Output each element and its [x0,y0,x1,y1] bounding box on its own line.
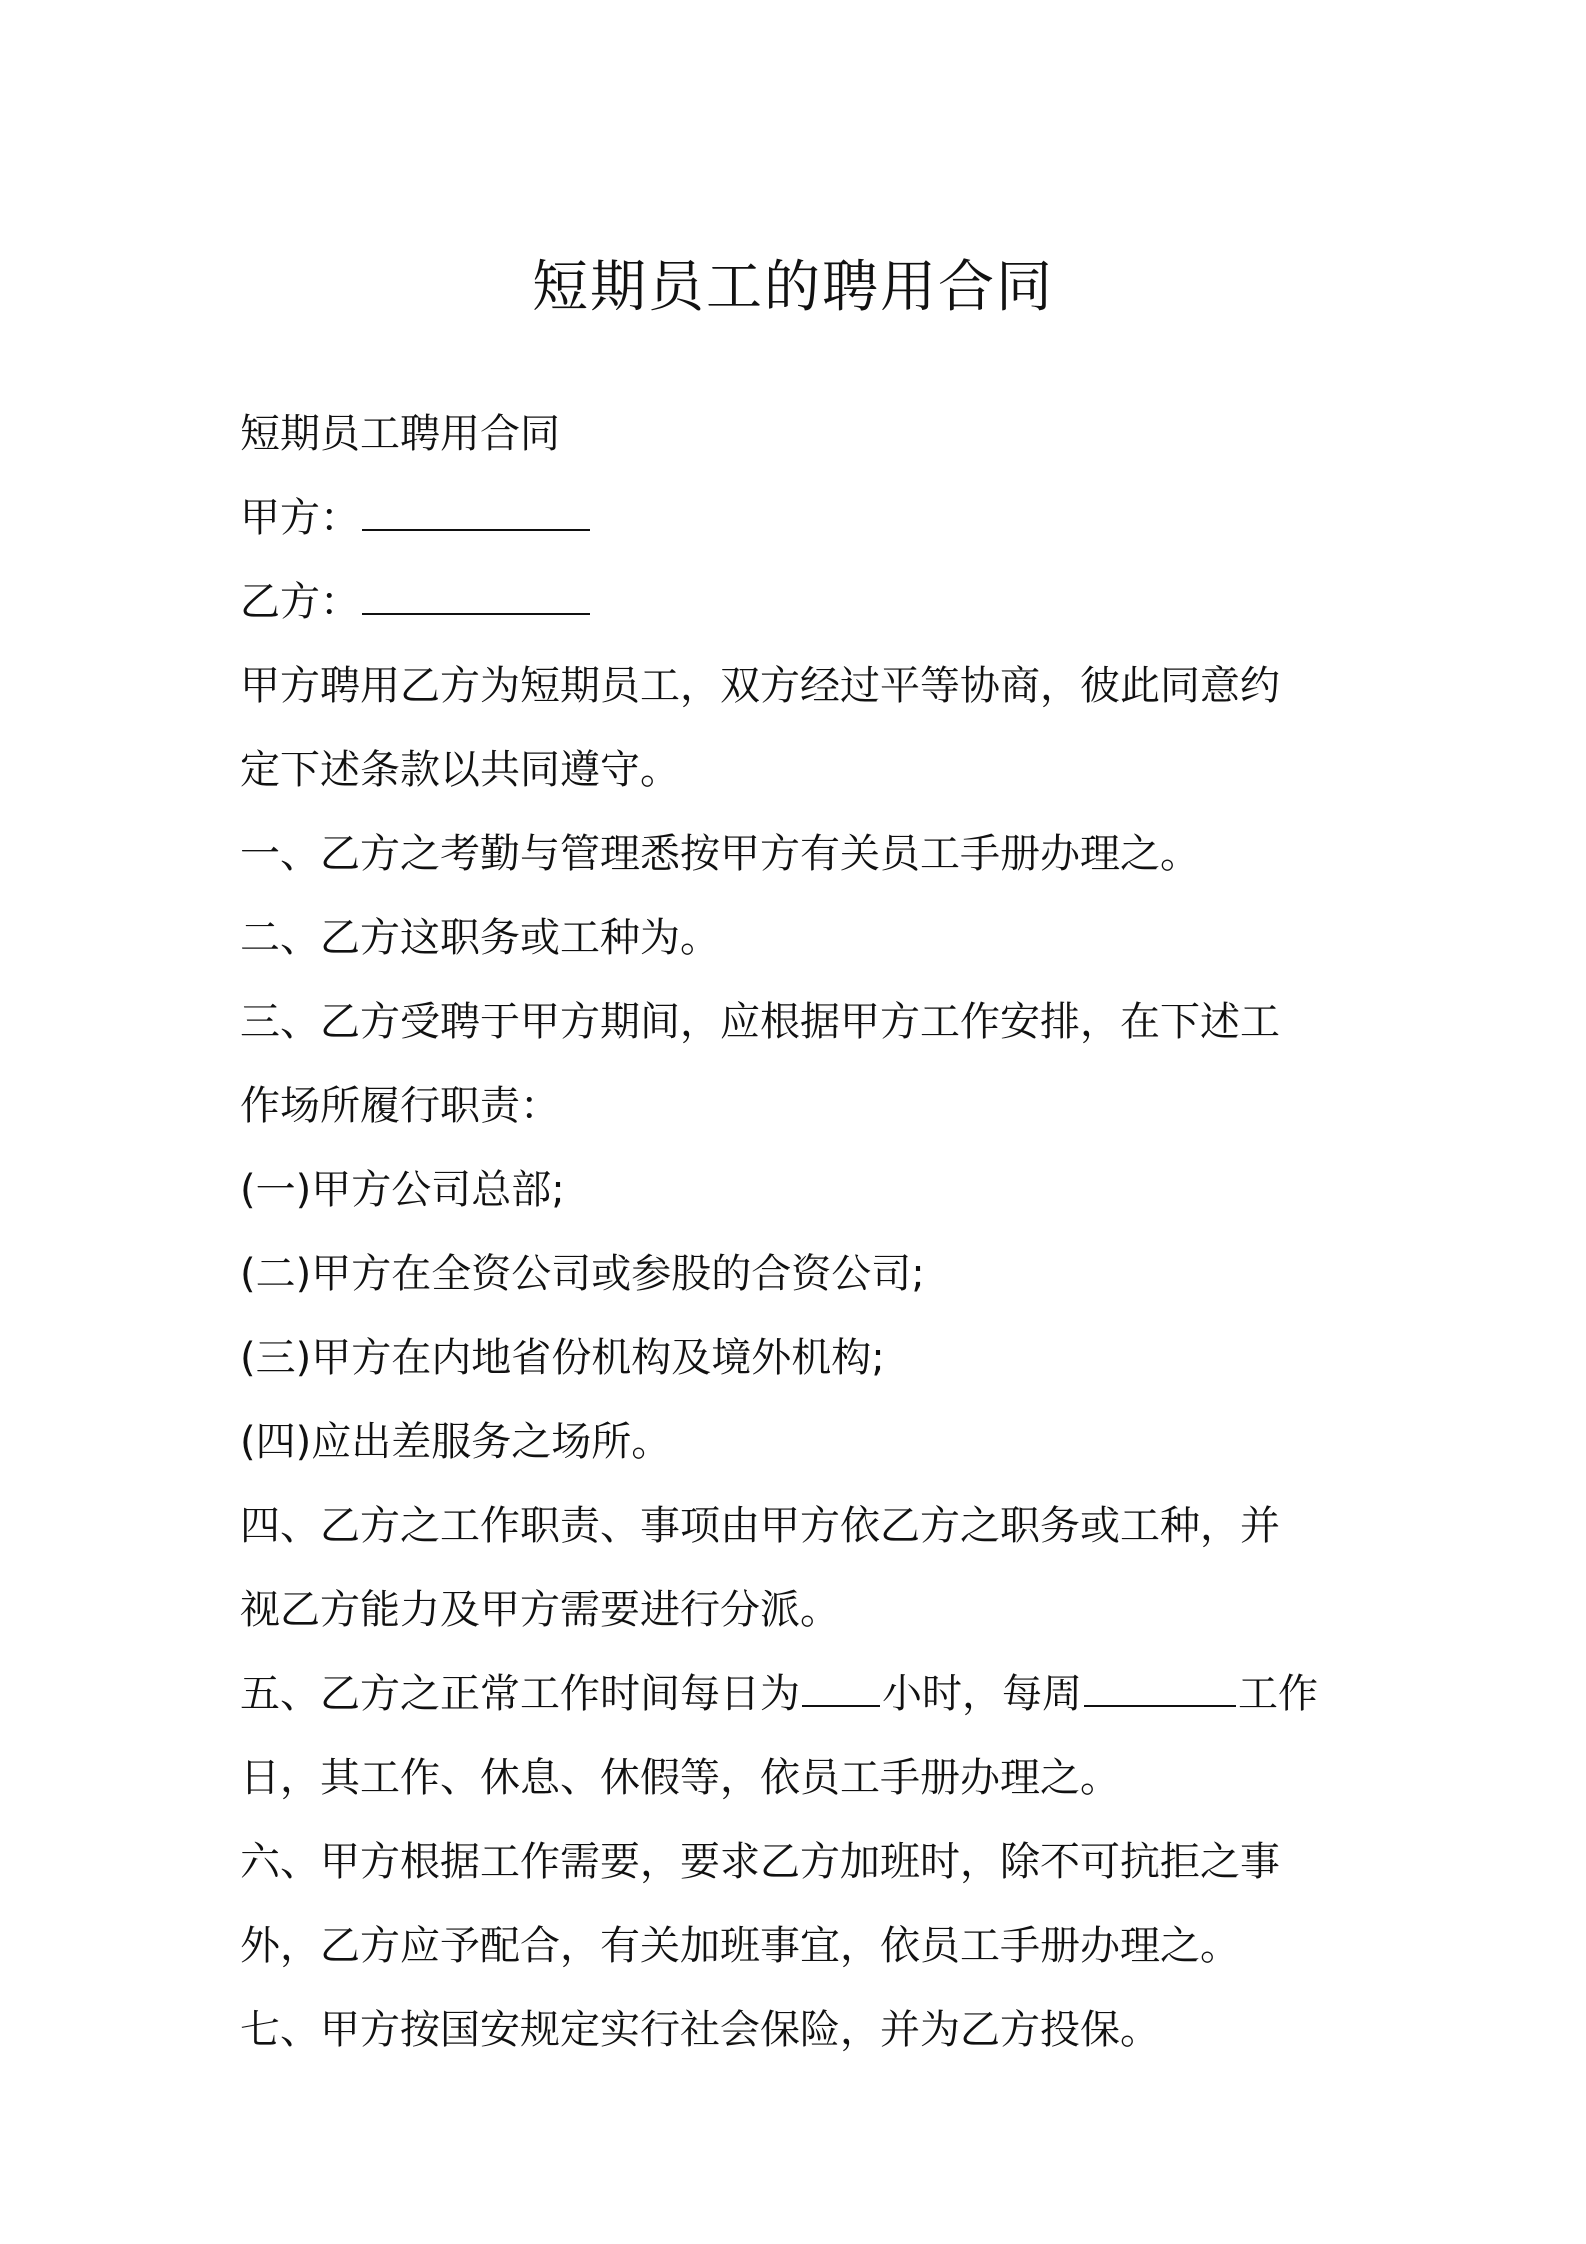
intro-line-1: 甲方聘用乙方为短期员工，双方经过平等协商，彼此同意约 [240,663,1280,709]
clause-3-line-1: 三、乙方受聘于甲方期间，应根据甲方工作安排，在下述工 [240,999,1280,1045]
sub-clause-4: (四)应出差服务之场所。 [240,1419,672,1465]
document-body [240,392,1360,2072]
clause-4-line-2: 视乙方能力及甲方需要进行分派。 [240,1587,840,1633]
document-title: 短期员工的聘用合同 [532,255,1054,320]
clause-5-part-2: 小时，每周 [882,1671,1082,1717]
subtitle: 短期员工聘用合同 [240,411,560,457]
clause-5-part-1: 五、乙方之正常工作时间每日为 [240,1671,800,1717]
sub-clause-3: (三)甲方在内地省份机构及境外机构; [240,1335,885,1381]
days-blank [1084,1673,1236,1707]
party-b-line [240,560,1360,644]
party-a-label: 甲方： [240,495,360,541]
party-a-line [240,476,1360,560]
party-a-blank [362,497,590,531]
clause-1: 一、乙方之考勤与管理悉按甲方有关员工手册办理之。 [240,831,1200,877]
clause-7: 七、甲方按国安规定实行社会保险，并为乙方投保。 [240,2007,1160,2053]
clause-5-part-3: 工作 [1238,1671,1318,1717]
clause-2: 二、乙方这职务或工种为。 [240,915,720,961]
sub-clause-1: (一)甲方公司总部; [240,1167,565,1213]
party-b-blank [362,581,590,615]
hours-blank [802,1673,880,1707]
clause-6-line-1: 六、甲方根据工作需要，要求乙方加班时，除不可抗拒之事 [240,1839,1280,1885]
party-b-label: 乙方： [240,579,360,625]
clause-5-line-1 [240,1652,1360,1736]
sub-clause-2: (二)甲方在全资公司或参股的合资公司; [240,1251,925,1297]
intro-line-2: 定下述条款以共同遵守。 [240,747,680,793]
clause-3-line-2: 作场所履行职责： [240,1083,560,1129]
clause-6-line-2: 外，乙方应予配合，有关加班事宜，依员工手册办理之。 [240,1923,1240,1969]
clause-5-line-2: 日，其工作、休息、休假等，依员工手册办理之。 [240,1755,1120,1801]
clause-4-line-1: 四、乙方之工作职责、事项由甲方依乙方之职务或工种，并 [240,1503,1280,1549]
